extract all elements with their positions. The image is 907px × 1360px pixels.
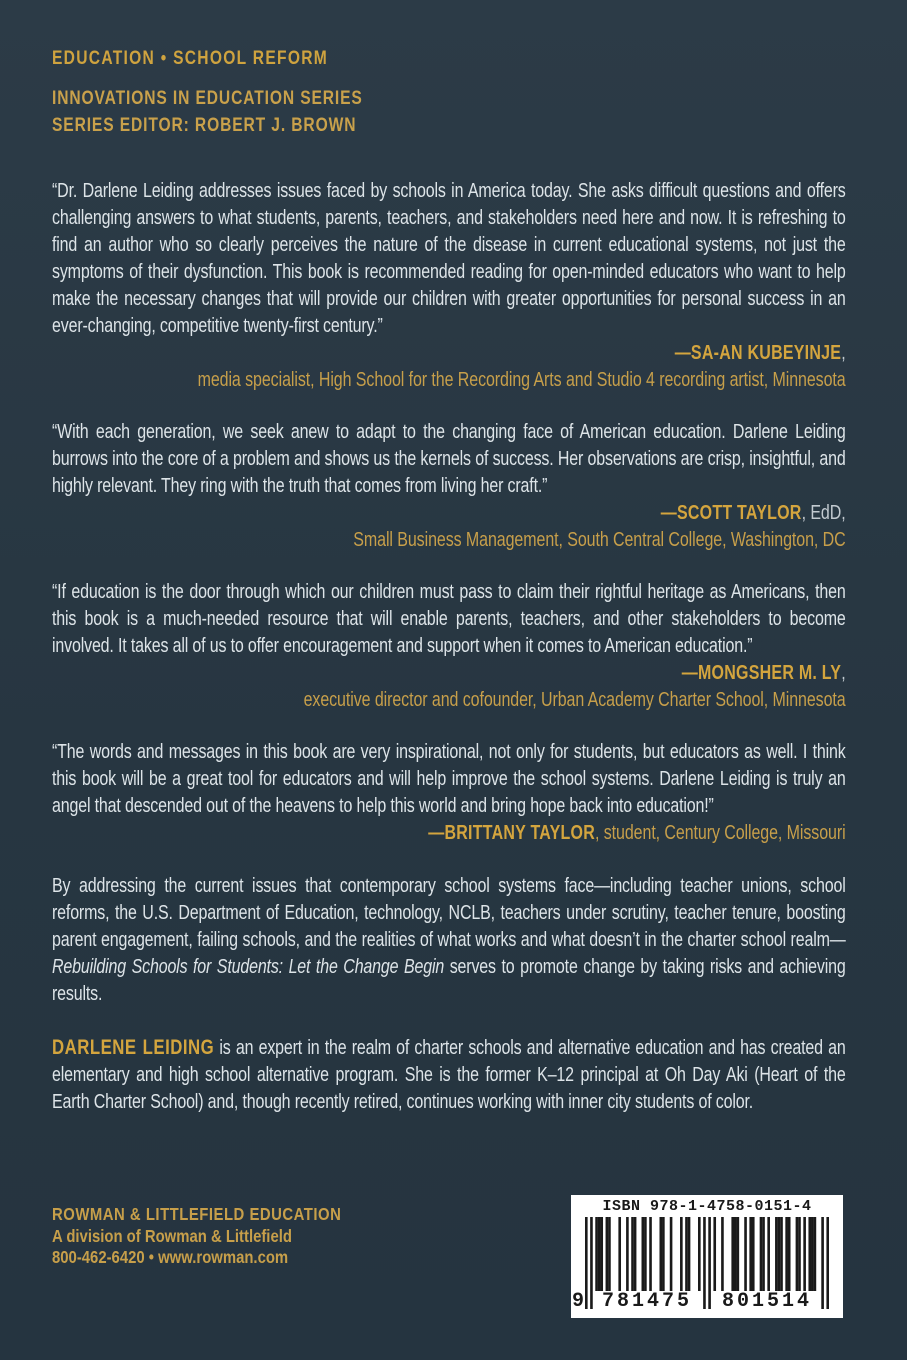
quote-text: “With each generation, we seek anew to adapt to the changing face of American education. Darlene Leiding burrows into the core of a problem and shows us the kernels of success. Her observations are crisp, insightful, and highly relevant. They ring with the truth that comes from living her craft.” bbox=[52, 421, 846, 497]
attribution-role-inline: , student, Century College, Missouri bbox=[595, 822, 846, 844]
quote-attribution bbox=[52, 500, 846, 527]
endorsement-quote-4 bbox=[52, 739, 846, 847]
attribution-name: —SA-AN KUBEYINJE bbox=[674, 342, 842, 364]
book-title-italic: Rebuilding Schools for Students: Let the Change Begin bbox=[52, 956, 445, 978]
endorsement-quote-2 bbox=[52, 419, 846, 554]
publisher-division: A division of Rowman & Littlefield bbox=[52, 1225, 292, 1246]
author-bio bbox=[52, 1034, 846, 1116]
publisher-block bbox=[52, 1204, 409, 1269]
attribution-suffix: , EdD, bbox=[801, 502, 846, 524]
isbn-barcode bbox=[571, 1195, 843, 1318]
attribution-name: —MONGSHER M. LY bbox=[681, 662, 842, 684]
quote-attribution bbox=[52, 340, 846, 367]
quote-text: “The words and messages in this book are very inspirational, not only for students, but educators as well. I think this book will be a great tool for educators and will help improve the school systems. Darlene Leiding is truly an angel that descended out of the heavens to help this world and bring hope back into education!” bbox=[52, 741, 846, 817]
series-block bbox=[52, 85, 846, 138]
quote-attribution bbox=[52, 660, 846, 687]
endorsement-quote-1 bbox=[52, 178, 846, 394]
attribution-role: Small Business Management, South Central College, Washington, DC bbox=[353, 529, 846, 551]
attribution-suffix: , bbox=[841, 662, 846, 684]
book-description bbox=[52, 873, 846, 1008]
attribution-role: executive director and cofounder, Urban Academy Charter School, Minnesota bbox=[303, 689, 846, 711]
attribution-role: media specialist, High School for the Recording Arts and Studio 4 recording artist, Minnesota bbox=[197, 369, 846, 391]
author-name: DARLENE LEIDING bbox=[52, 1036, 215, 1059]
barcode-digits-group1: 781475 bbox=[601, 1290, 692, 1313]
isbn-label: ISBN 978-1-4758-0151-4 bbox=[602, 1198, 812, 1215]
author-bio-text: is an expert in the realm of charter schools and alternative education and has created an elementary and high school alternative program. She is the former K–12 principal at Oh Day Aki (Heart of the Earth Charter School) and, though recently retired, continues working with inner city students of color. bbox=[52, 1037, 846, 1113]
barcode-digit-left: 9 bbox=[572, 1290, 585, 1313]
category-line: EDUCATION • SCHOOL REFORM bbox=[52, 47, 329, 69]
series-editor: SERIES EDITOR: ROBERT J. BROWN bbox=[52, 113, 357, 136]
barcode-digits-group2: 801514 bbox=[721, 1290, 812, 1313]
quote-attribution bbox=[52, 820, 846, 847]
attribution-name: —BRITTANY TAYLOR bbox=[428, 822, 596, 844]
attribution-suffix: , bbox=[841, 342, 846, 364]
publisher-contact: 800-462-6420 • www.rowman.com bbox=[52, 1247, 289, 1267]
publisher-name: ROWMAN & LITTLEFIELD EDUCATION bbox=[52, 1204, 342, 1224]
back-cover-text-column bbox=[52, 0, 846, 1116]
attribution-name: —SCOTT TAYLOR bbox=[660, 502, 802, 524]
quote-text: “Dr. Darlene Leiding addresses issues faced by schools in America today. She asks difficult questions and offers challenging answers to what students, parents, teachers, and stakeholders need here and now. It is refreshing to find an author who so clearly perceives the nature of the disease in current educational systems, not just the symptoms of their dysfunction. This book is recommended reading for open-minded educators who want to help make the necessary changes that will provide our children with greater opportunities for personal success in an ever-changing, competitive twenty-first century.” bbox=[52, 180, 846, 337]
endorsement-quote-3 bbox=[52, 579, 846, 714]
quote-text: “If education is the door through which our children must pass to claim their rightful heritage as Americans, then this book is a much-needed resource that will enable parents, teachers, and other stakeholders to become involved. It takes all of us to offer encouragement and support when it comes to American education.” bbox=[52, 581, 846, 657]
description-text-after: serves to promote change by taking risks and achieving results. bbox=[52, 956, 846, 1005]
description-text-before: By addressing the current issues that contemporary school systems face—including teacher unions, school reforms, the U.S. Department of Education, technology, NCLB, teachers under scrutiny, teacher tenure, boosting parent engagement, failing schools, and the realities of what works and what doesn’t in the charter school realm— bbox=[52, 875, 846, 951]
series-title: INNOVATIONS IN EDUCATION SERIES bbox=[52, 87, 363, 109]
